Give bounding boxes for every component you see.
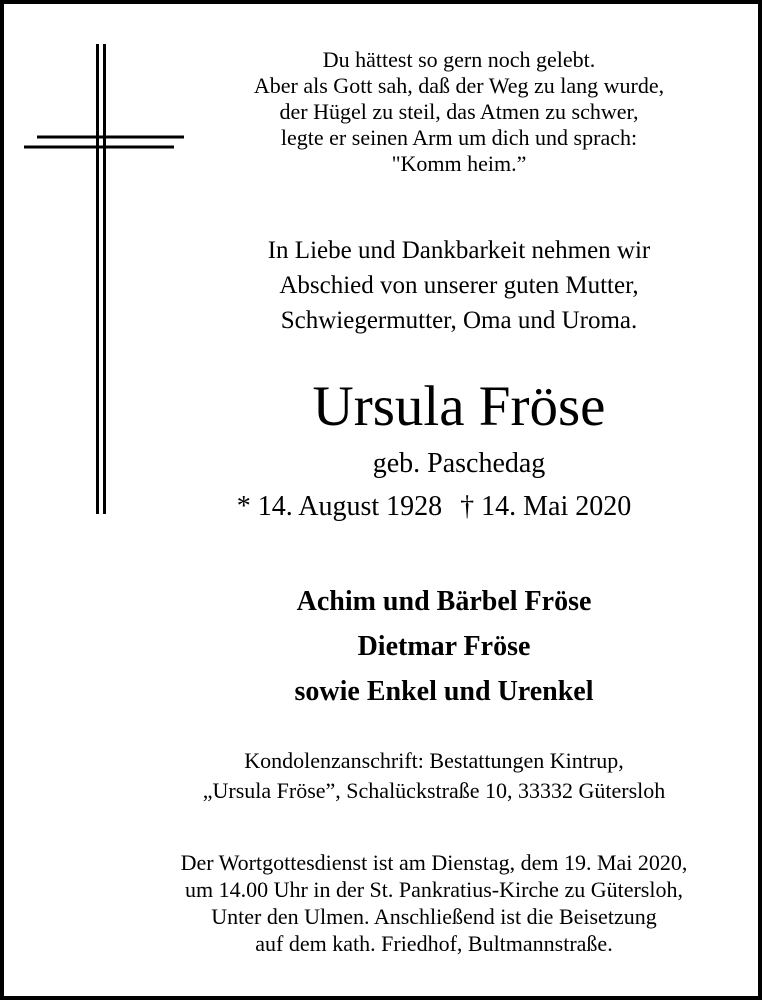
condolence-address: Kondolenzanschrift: Bestattungen Kintrup, „Ursula Fröse”, Schalückstraße 10, 33332 Gütersloh: [202, 748, 666, 803]
birth-date: * 14. August 1928: [236, 491, 443, 522]
cross-icon: [24, 44, 189, 514]
deceased-name: Ursula Fröse: [312, 375, 606, 438]
death-date: † 14. Mai 2020: [460, 491, 632, 522]
mourners-list: Achim und Bärbel Fröse Dietmar Fröse sowie Enkel und Urenkel: [294, 586, 594, 707]
maiden-name: geb. Paschedag: [372, 448, 546, 479]
life-dates: [164, 488, 704, 526]
farewell-poem: Du hättest so gern noch gelebt. Aber als Gott sah, daß der Weg zu lang wurde, der Hügel zu steil, das Atmen zu schwer, legte er seinen Arm um dich und sprach: "Komm heim.”: [253, 47, 665, 176]
intro-text: In Liebe und Dankbarkeit nehmen wir Abschied von unserer guten Mutter, Schwiegermutter, Oma und Uroma.: [267, 237, 651, 334]
service-info: Der Wortgottesdienst ist am Dienstag, dem 19. Mai 2020, um 14.00 Uhr in der St. Pankratius-Kirche zu Gütersloh, Unter den Ulmen. Anschließend ist die Beisetzung auf dem kath. Friedhof, Bultmannstraße.: [180, 850, 688, 956]
